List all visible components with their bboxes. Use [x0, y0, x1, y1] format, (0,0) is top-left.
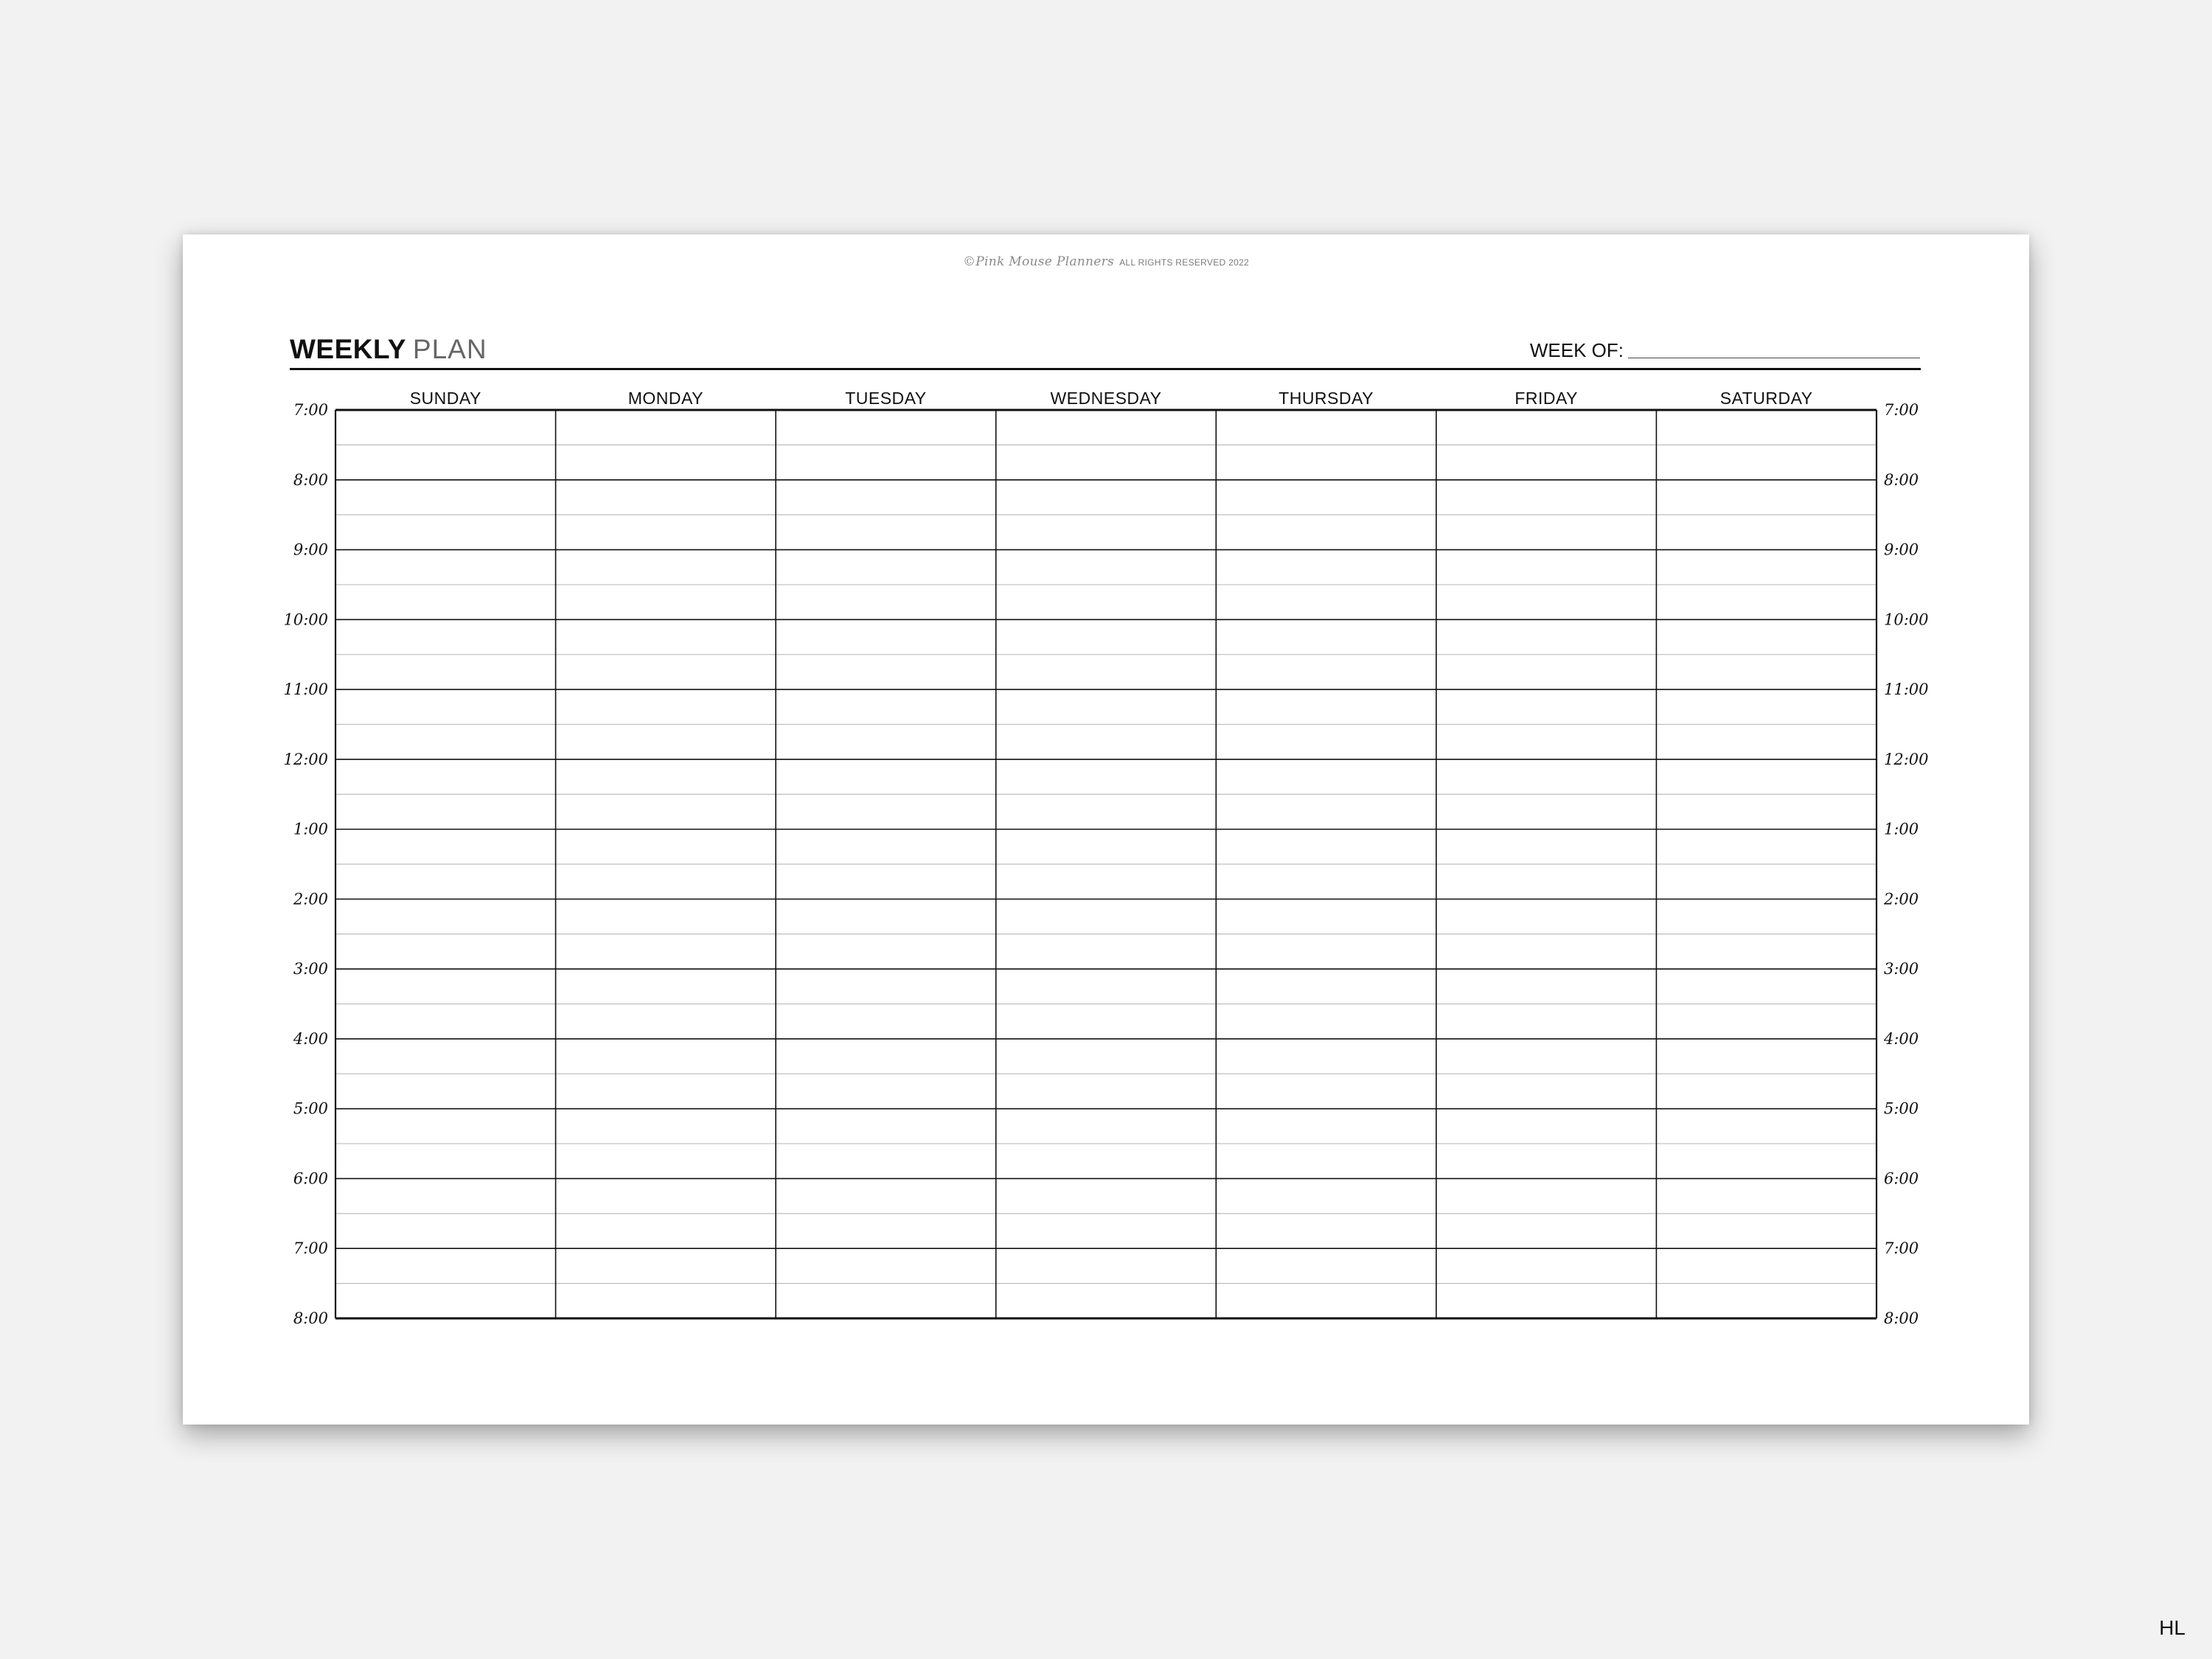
time-label-right: 7:00 [1884, 401, 1919, 419]
time-label-left: 12:00 [283, 750, 328, 768]
time-label-right: 9:00 [1884, 540, 1919, 559]
time-label-right: 11:00 [1884, 681, 1929, 699]
time-label-right: 8:00 [1884, 470, 1919, 489]
time-label-left: 5:00 [293, 1099, 328, 1118]
time-label-left: 9:00 [293, 540, 328, 559]
day-header-tuesday: TUESDAY [845, 389, 927, 408]
time-label-right: 1:00 [1884, 820, 1919, 838]
time-label-left: 8:00 [293, 1310, 328, 1327]
time-label-left: 3:00 [293, 960, 328, 978]
time-label-right: 10:00 [1884, 611, 1929, 629]
corner-mark: HL [2159, 1616, 2185, 1639]
title-bold: WEEKLY [290, 334, 406, 364]
time-label-right: 4:00 [1884, 1029, 1919, 1048]
day-header-wednesday: WEDNESDAY [1050, 389, 1162, 408]
time-label-left: 8:00 [293, 470, 328, 489]
time-label-right: 7:00 [1884, 1239, 1919, 1258]
brand-logo: ©Pink Mouse Planners [962, 254, 1115, 269]
planner-sheet [183, 234, 2029, 1425]
copyright-text: ALL RIGHTS RESERVED 2022 [1119, 257, 1250, 268]
time-label-right: 2:00 [1884, 890, 1919, 908]
schedule-grid [183, 234, 2029, 1425]
day-header-sunday: SUNDAY [409, 389, 481, 408]
time-label-left: 7:00 [293, 401, 328, 419]
time-label-right: 12:00 [1884, 750, 1929, 768]
day-header-monday: MONDAY [627, 389, 703, 408]
time-label-left: 2:00 [293, 890, 328, 908]
time-label-right: 3:00 [1884, 960, 1919, 978]
time-label-left: 6:00 [293, 1169, 328, 1188]
time-label-right: 8:00 [1884, 1310, 1919, 1327]
title-light: PLAN [412, 334, 487, 364]
week-of-label: WEEK OF: [1529, 339, 1624, 361]
day-header-saturday: SATURDAY [1719, 389, 1813, 408]
time-label-left: 7:00 [293, 1239, 328, 1258]
day-header-thursday: THURSDAY [1279, 389, 1374, 408]
time-label-left: 1:00 [293, 820, 328, 838]
time-label-right: 5:00 [1884, 1099, 1919, 1118]
time-label-left: 11:00 [283, 681, 328, 699]
time-label-left: 4:00 [293, 1029, 328, 1048]
day-header-friday: FRIDAY [1514, 389, 1578, 408]
time-label-left: 10:00 [283, 611, 328, 629]
time-label-right: 6:00 [1884, 1169, 1919, 1188]
